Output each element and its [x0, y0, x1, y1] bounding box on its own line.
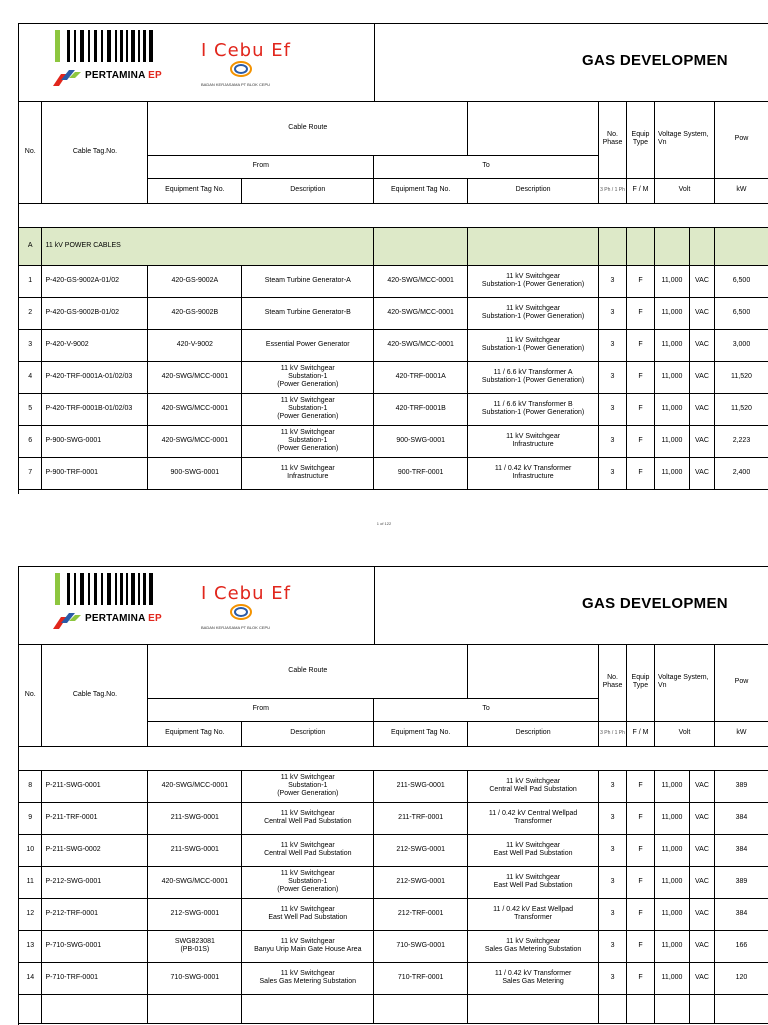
cable-schedule-table [19, 644, 768, 1024]
voltage-unit: VAC [689, 425, 714, 457]
equip-type: F [627, 361, 655, 393]
voltage-value: 11,000 [654, 361, 689, 393]
cable-tag: P-420-TRF-0001B-01/02/03 [42, 393, 148, 425]
col-tag-header: Cable Tag.No. [42, 644, 148, 746]
table-row [19, 297, 768, 329]
voltage-value: 11,000 [654, 265, 689, 297]
to-description: 11 / 0.42 kV Transformer Sales Gas Metering [468, 962, 599, 994]
barcode-logo-icon [55, 573, 155, 605]
cable-tag: P-710-SWG-0001 [42, 930, 148, 962]
voltage-value: 11,000 [655, 770, 690, 802]
equip-type: F [627, 457, 655, 489]
to-equipment-tag: 211-SWG-0001 [374, 770, 468, 802]
from-equipment-tag: 420-SWG/MCC-0001 [148, 361, 242, 393]
from-equipment-tag: 211-SWG-0001 [148, 802, 242, 834]
power-kw: 11,520 [714, 393, 768, 425]
to-equipment-tag: 420-SWG/MCC-0001 [374, 329, 468, 361]
cable-tag: P-212-TRF-0001 [42, 898, 148, 930]
table-row [19, 898, 768, 930]
row-no: 3 [19, 329, 42, 361]
equip-type: F [627, 962, 655, 994]
row-no: 14 [19, 962, 42, 994]
col-phase-sub: 3 Ph / 1 Ph [599, 178, 627, 203]
cable-tag: P-420-GS-9002A-01/02 [42, 265, 148, 297]
power-kw: 389 [714, 770, 768, 802]
from-description: 11 kV Switchgear Infrastructure [242, 457, 374, 489]
from-description: 11 kV Switchgear Central Well Pad Substation [242, 802, 374, 834]
phase-count: 3 [599, 802, 627, 834]
equip-type: F [627, 866, 655, 898]
col-to-tag-header: Equipment Tag No. [374, 721, 468, 746]
row-no: 1 [19, 265, 42, 297]
col-to-tag-header: Equipment Tag No. [374, 178, 468, 203]
voltage-unit: VAC [689, 962, 714, 994]
header-divider [374, 24, 375, 101]
phase-count: 3 [599, 866, 627, 898]
table-row [19, 425, 768, 457]
phase-count: 3 [599, 265, 627, 297]
from-equipment-tag: 420-SWG/MCC-0001 [148, 393, 242, 425]
row-no: 13 [19, 930, 42, 962]
from-description: 11 kV Switchgear East Well Pad Substation [242, 898, 374, 930]
voltage-unit: VAC [689, 361, 714, 393]
from-description: 11 kV Switchgear Substation-1 (Power Generation) [242, 866, 374, 898]
from-equipment-tag: 710-SWG-0001 [148, 962, 242, 994]
partner-logo-caption: BADAN KERJASAMA PT BLOK CEPU [201, 625, 271, 630]
power-kw: 384 [714, 834, 768, 866]
row-no: 4 [19, 361, 42, 393]
col-to-desc-header: Description [468, 721, 599, 746]
from-equipment-tag: 212-SWG-0001 [148, 898, 242, 930]
col-route-header: Cable Route [148, 101, 468, 155]
power-kw: 166 [714, 930, 768, 962]
col-voltage-header: Voltage System, Vn [654, 101, 714, 178]
voltage-value: 11,000 [654, 297, 689, 329]
to-description: 11 / 6.6 kV Transformer A Substation-1 (Power Generation) [468, 361, 599, 393]
brand-name: PERTAMINA EP [85, 70, 162, 81]
from-equipment-tag: 420-GS-9002A [148, 265, 242, 297]
section-label: 11 kV POWER CABLES [42, 227, 374, 265]
from-equipment-tag: 420-SWG/MCC-0001 [148, 425, 242, 457]
col-type-sub: F / M [627, 178, 655, 203]
cable-tag: P-900-TRF-0001 [42, 457, 148, 489]
pertamina-mark-icon [53, 68, 81, 86]
col-from-header: From [148, 155, 374, 178]
col-from-tag-header: Equipment Tag No. [148, 178, 242, 203]
from-equipment-tag: SWG823081 (PB-01S) [148, 930, 242, 962]
col-route-header: Cable Route [148, 644, 468, 698]
equip-type: F [627, 425, 655, 457]
col-voltage-header: Voltage System, Vn [655, 644, 715, 721]
table-row [19, 265, 768, 297]
to-description: 11 kV Switchgear Infrastructure [468, 425, 599, 457]
to-description: 11 / 0.42 kV East Wellpad Transformer [468, 898, 599, 930]
power-kw: 6,500 [714, 265, 768, 297]
table-row [19, 866, 768, 898]
to-description: 11 kV Switchgear East Well Pad Substation [468, 834, 599, 866]
row-no: 12 [19, 898, 42, 930]
voltage-unit: VAC [689, 265, 714, 297]
cable-schedule-table [19, 101, 768, 490]
partner-logo-text: I Cebu Ef [201, 583, 291, 604]
col-phase-header: No. Phase [599, 644, 627, 721]
col-to-desc-header: Description [468, 178, 599, 203]
from-description: Steam Turbine Generator-A [242, 265, 374, 297]
power-kw: 3,000 [714, 329, 768, 361]
voltage-unit: VAC [689, 802, 714, 834]
power-kw: 2,223 [714, 425, 768, 457]
power-kw: 120 [714, 962, 768, 994]
voltage-unit: VAC [689, 329, 714, 361]
table-row [19, 393, 768, 425]
from-description: Steam Turbine Generator-B [242, 297, 374, 329]
col-power-sub: kW [714, 721, 768, 746]
to-description: 11 kV Switchgear Central Well Pad Substation [468, 770, 599, 802]
equip-type: F [627, 834, 655, 866]
to-equipment-tag: 420-SWG/MCC-0001 [374, 265, 468, 297]
equip-type: F [627, 930, 655, 962]
table-row [19, 962, 768, 994]
from-equipment-tag: 211-SWG-0001 [148, 834, 242, 866]
table-row [19, 770, 768, 802]
page-number: 1 of 122 [376, 521, 392, 526]
to-equipment-tag: 710-TRF-0001 [374, 962, 468, 994]
equip-type: F [627, 770, 655, 802]
to-equipment-tag: 212-SWG-0001 [374, 866, 468, 898]
row-no: 5 [19, 393, 42, 425]
phase-count: 3 [599, 425, 627, 457]
cable-tag: P-212-SWG-0001 [42, 866, 148, 898]
col-from-desc-header: Description [242, 178, 374, 203]
equip-type: F [627, 329, 655, 361]
col-type-header: Equip Type [627, 101, 655, 178]
cable-tag: P-710-TRF-0001 [42, 962, 148, 994]
from-description: 11 kV Switchgear Substation-1 (Power Generation) [242, 770, 374, 802]
to-description: 11 / 0.42 kV Transformer Infrastructure [468, 457, 599, 489]
col-no-header: No. [19, 101, 42, 203]
to-description: 11 kV Switchgear East Well Pad Substation [468, 866, 599, 898]
table-row [19, 329, 768, 361]
document-title: GAS DEVELOPMEN [582, 595, 728, 612]
phase-count: 3 [599, 962, 627, 994]
voltage-unit: VAC [689, 898, 714, 930]
to-description: 11 kV Switchgear Substation-1 (Power Generation) [468, 329, 599, 361]
col-power-header: Pow [714, 644, 768, 721]
cable-tag: P-420-TRF-0001A-01/02/03 [42, 361, 148, 393]
voltage-unit: VAC [689, 297, 714, 329]
partner-logo-text: I Cebu Ef [201, 40, 291, 61]
cable-tag: P-211-TRF-0001 [42, 802, 148, 834]
to-equipment-tag: 900-TRF-0001 [374, 457, 468, 489]
equip-type: F [627, 265, 655, 297]
to-equipment-tag: 211-TRF-0001 [374, 802, 468, 834]
equip-type: F [627, 898, 655, 930]
cable-tag: P-211-SWG-0002 [42, 834, 148, 866]
cable-tag: P-900-SWG-0001 [42, 425, 148, 457]
voltage-value: 11,000 [655, 802, 690, 834]
to-equipment-tag: 900-SWG-0001 [374, 425, 468, 457]
col-voltage-sub: Volt [654, 178, 714, 203]
to-description: 11 kV Switchgear Substation-1 (Power Generation) [468, 265, 599, 297]
to-equipment-tag: 420-TRF-0001A [374, 361, 468, 393]
col-from-tag-header: Equipment Tag No. [148, 721, 242, 746]
phase-count: 3 [599, 329, 627, 361]
document-title: GAS DEVELOPMEN [582, 52, 728, 69]
col-power-header: Pow [714, 101, 768, 178]
from-equipment-tag: 420-SWG/MCC-0001 [148, 866, 242, 898]
to-equipment-tag: 710-SWG-0001 [374, 930, 468, 962]
table-row-empty [19, 994, 768, 1023]
voltage-value: 11,000 [655, 930, 690, 962]
pertamina-mark-icon [53, 611, 81, 629]
phase-count: 3 [599, 393, 627, 425]
col-no-header: No. [19, 644, 42, 746]
power-kw: 11,520 [714, 361, 768, 393]
equip-type: F [627, 393, 655, 425]
voltage-value: 11,000 [655, 962, 690, 994]
table-body-page-2 [19, 770, 768, 1023]
from-description: 11 kV Switchgear Substation-1 (Power Generation) [242, 425, 374, 457]
table-row [19, 834, 768, 866]
cable-tag: P-211-SWG-0001 [42, 770, 148, 802]
voltage-value: 11,000 [654, 457, 689, 489]
voltage-value: 11,000 [654, 425, 689, 457]
phase-count: 3 [599, 770, 627, 802]
equip-type: F [627, 802, 655, 834]
to-description: 11 / 0.42 kV Central Wellpad Transformer [468, 802, 599, 834]
power-kw: 384 [714, 898, 768, 930]
phase-count: 3 [599, 834, 627, 866]
voltage-value: 11,000 [654, 393, 689, 425]
col-voltage-sub: Volt [655, 721, 715, 746]
from-description: 11 kV Switchgear Central Well Pad Substation [242, 834, 374, 866]
power-kw: 389 [714, 866, 768, 898]
phase-count: 3 [599, 898, 627, 930]
phase-count: 3 [599, 930, 627, 962]
from-description: Essential Power Generator [242, 329, 374, 361]
from-equipment-tag: 420-SWG/MCC-0001 [148, 770, 242, 802]
col-phase-sub: 3 Ph / 1 Ph [599, 721, 627, 746]
row-no: 10 [19, 834, 42, 866]
page-header [19, 24, 768, 102]
from-equipment-tag: 420-V-9002 [148, 329, 242, 361]
barcode-logo-icon [55, 30, 155, 62]
voltage-unit: VAC [689, 834, 714, 866]
to-equipment-tag: 420-TRF-0001B [374, 393, 468, 425]
equip-type: F [627, 297, 655, 329]
phase-count: 3 [599, 297, 627, 329]
partner-swirl-icon [229, 602, 253, 622]
power-kw: 2,400 [714, 457, 768, 489]
to-description: 11 kV Switchgear Sales Gas Metering Substation [468, 930, 599, 962]
power-kw: 6,500 [714, 297, 768, 329]
partner-swirl-icon [229, 59, 253, 79]
phase-count: 3 [599, 457, 627, 489]
voltage-unit: VAC [689, 770, 714, 802]
to-equipment-tag: 212-SWG-0001 [374, 834, 468, 866]
col-phase-header: No. Phase [599, 101, 627, 178]
table-row [19, 930, 768, 962]
col-from-header: From [148, 698, 374, 721]
from-equipment-tag: 900-SWG-0001 [148, 457, 242, 489]
col-type-header: Equip Type [627, 644, 655, 721]
sheet-page-1 [18, 23, 768, 494]
row-no: 9 [19, 802, 42, 834]
col-power-sub: kW [714, 178, 768, 203]
from-description: 11 kV Switchgear Banyu Urip Main Gate House Area [242, 930, 374, 962]
voltage-value: 11,000 [655, 866, 690, 898]
row-no: 8 [19, 770, 42, 802]
from-description: 11 kV Switchgear Substation-1 (Power Generation) [242, 393, 374, 425]
page-header [19, 567, 768, 645]
partner-logo-caption: BADAN KERJASAMA PT BLOK CEPU [201, 82, 271, 87]
col-type-sub: F / M [627, 721, 655, 746]
row-no: 6 [19, 425, 42, 457]
col-to-header: To [374, 698, 599, 721]
phase-count: 3 [599, 361, 627, 393]
sheet-page-2 [18, 566, 768, 1025]
from-equipment-tag: 420-GS-9002B [148, 297, 242, 329]
col-to-header: To [374, 155, 599, 178]
to-equipment-tag: 212-TRF-0001 [374, 898, 468, 930]
voltage-value: 11,000 [655, 898, 690, 930]
row-no: 2 [19, 297, 42, 329]
table-body-page-1 [19, 265, 768, 489]
brand-name: PERTAMINA EP [85, 613, 162, 624]
table-row [19, 802, 768, 834]
voltage-value: 11,000 [654, 329, 689, 361]
voltage-value: 11,000 [655, 834, 690, 866]
section-letter: A [19, 227, 42, 265]
voltage-unit: VAC [689, 457, 714, 489]
to-equipment-tag: 420-SWG/MCC-0001 [374, 297, 468, 329]
table-row [19, 361, 768, 393]
col-from-desc-header: Description [242, 721, 374, 746]
from-description: 11 kV Switchgear Substation-1 (Power Generation) [242, 361, 374, 393]
to-description: 11 / 6.6 kV Transformer B Substation-1 (Power Generation) [468, 393, 599, 425]
header-divider [374, 567, 375, 644]
cable-tag: P-420-GS-9002B-01/02 [42, 297, 148, 329]
voltage-unit: VAC [689, 393, 714, 425]
row-no: 11 [19, 866, 42, 898]
cable-tag: P-420-V-9002 [42, 329, 148, 361]
row-no: 7 [19, 457, 42, 489]
col-tag-header: Cable Tag.No. [42, 101, 148, 203]
power-kw: 384 [714, 802, 768, 834]
from-description: 11 kV Switchgear Sales Gas Metering Substation [242, 962, 374, 994]
table-row [19, 457, 768, 489]
voltage-unit: VAC [689, 930, 714, 962]
voltage-unit: VAC [689, 866, 714, 898]
to-description: 11 kV Switchgear Substation-1 (Power Generation) [468, 297, 599, 329]
